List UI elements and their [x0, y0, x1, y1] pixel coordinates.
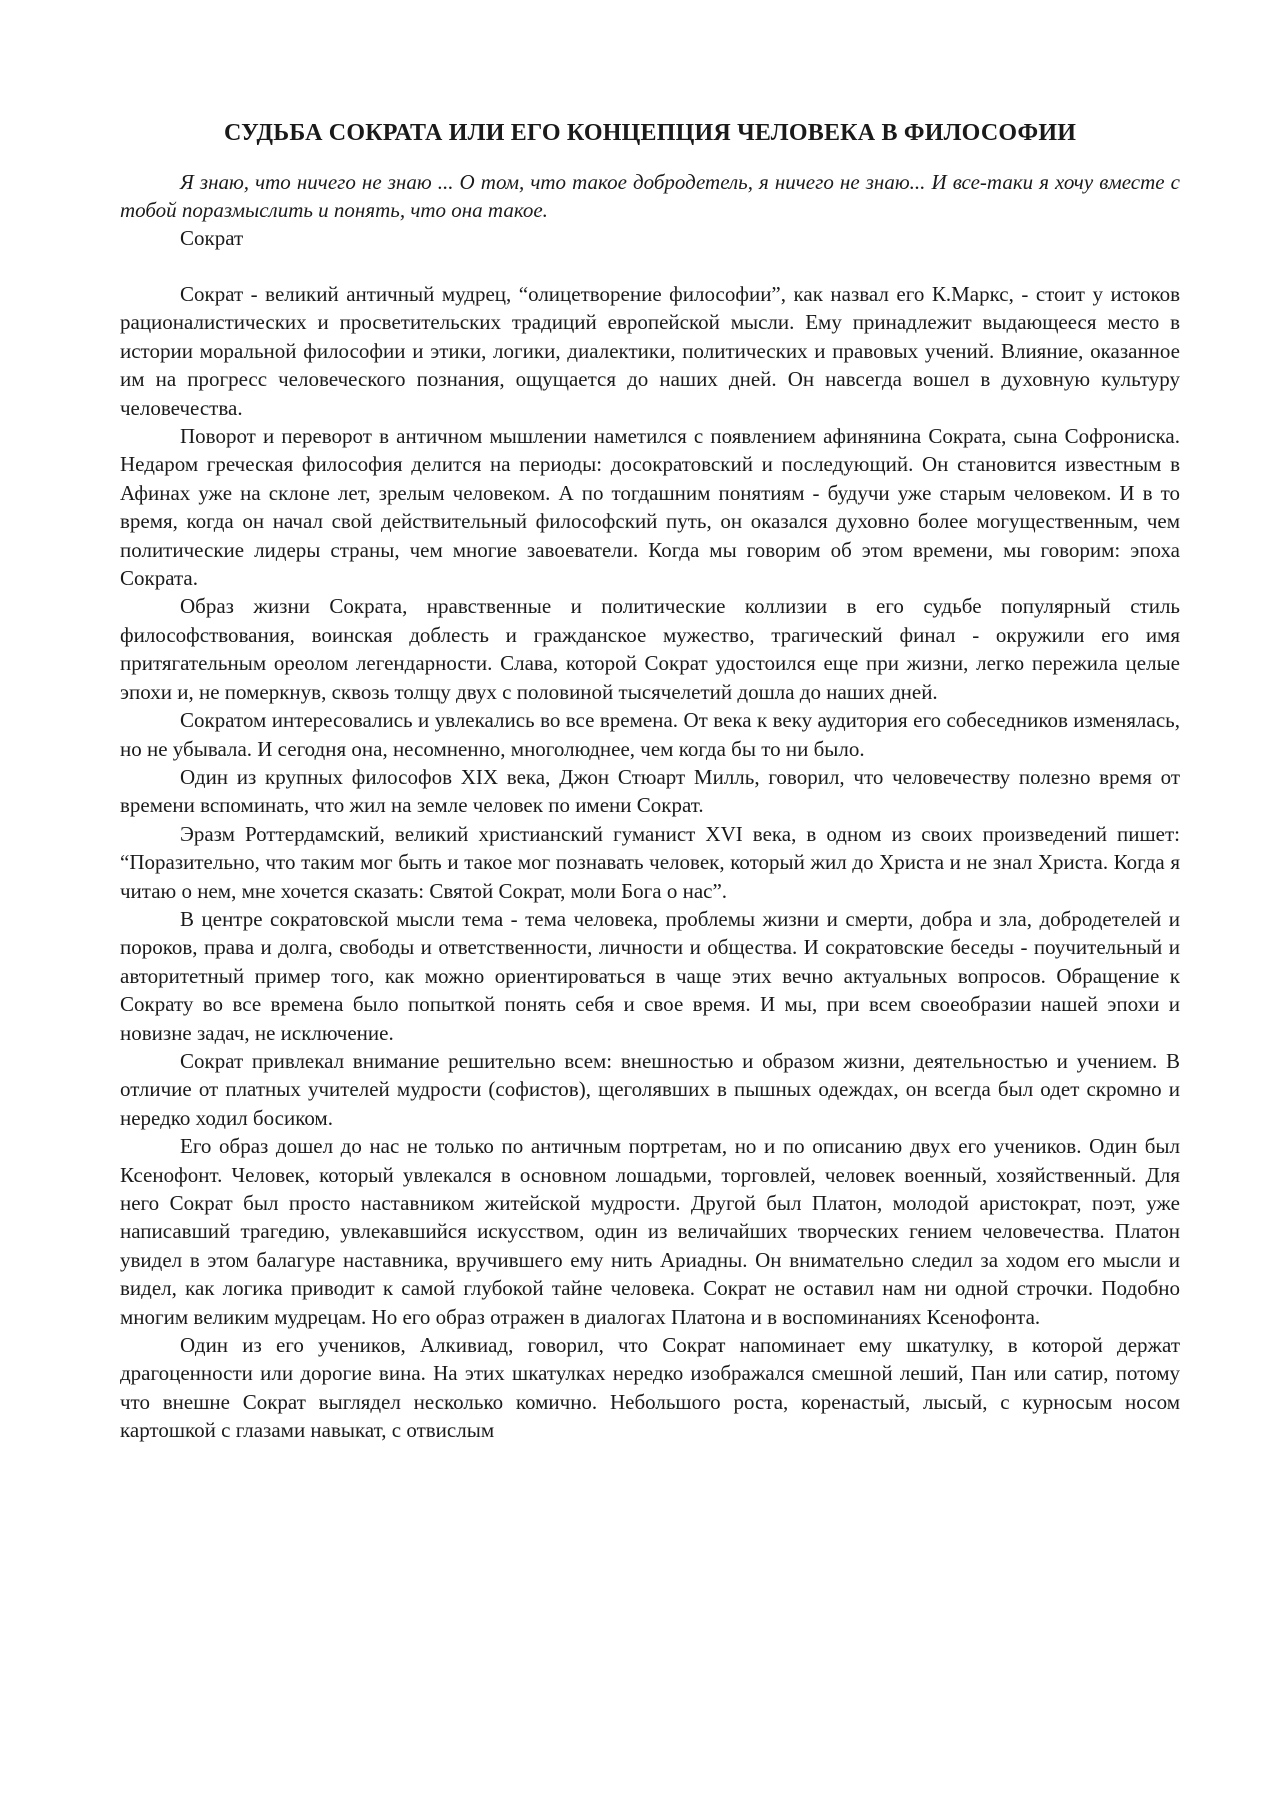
epigraph-quote: Я знаю, что ничего не знаю ... О том, что такое добродетель, я ничего не знаю... И все-таки я хочу вместе с тобой поразмыслить и понять, что она такое.	[120, 170, 1180, 222]
document-title: СУДЬБА СОКРАТА ИЛИ ЕГО КОНЦЕПЦИЯ ЧЕЛОВЕКА В ФИЛОСОФИИ	[223, 120, 1077, 146]
paragraph: Эразм Роттердамский, великий христианский гуманист XVI века, в одном из своих произведений пишет: “Поразительно, что таким мог быть и такое мог познавать человек, который жил до Христа и не знал Христа. Когда я читаю о нем, мне хочется сказать: Святой Сократ, моли Бога о нас”.	[120, 821, 1180, 903]
paragraph: Сократ привлекал внимание решительно всем: внешностью и образом жизни, деятельностью и учением. В отличие от платных учителей мудрости (софистов), щеголявших в пышных одеждах, он всегда был одет скромно и нередко ходил босиком.	[120, 1048, 1180, 1130]
paragraph: Сократом интересовались и увлекались во все времена. От века к веку аудитория его собеседников изменялась, но не убывала. И сегодня она, несомненно, многолюднее, чем когда бы то ни было.	[120, 708, 1180, 761]
epigraph	[120, 168, 1180, 252]
document-page	[120, 118, 1180, 1445]
epigraph-author: Сократ	[180, 226, 244, 250]
paragraph: Сократ - великий античный мудрец, “олицетворение философии”, как назвал его К.Маркс, - стоит у истоков рационалистических и просветительских традиций европейской мысли. Ему принадлежит выдающееся место в истории моральной философии и этики, логики, диалектики, политических и правовых учений. Влияние, оказанное им на прогресс человеческого познания, ощущается до наших дней. Он навсегда вошел в духовную культуру человечества.	[120, 282, 1180, 420]
document-body	[120, 280, 1180, 1445]
paragraph: Один из его учеников, Алкивиад, говорил, что Сократ напоминает ему шкатулку, в которой держат драгоценности или дорогие вина. На этих шкатулках нередко изображался смешной леший, Пан или сатир, потому что внешне Сократ выглядел несколько комично. Небольшого роста, коренастый, лысый, с курносым носом картошкой с глазами навыкат, с отвислым	[120, 1333, 1180, 1443]
paragraph: Его образ дошел до нас не только по античным портретам, но и по описанию двух его учеников. Один был Ксенофонт. Человек, который увлекался в основном лошадьми, торговлей, человек военный, хозяйственный. Для него Сократ был просто наставником житейской мудрости. Другой был Платон, молодой аристократ, поэт, уже написавший трагедию, увлекавшийся искусством, один из величайших творческих гением человечества. Платон увидел в этом балагуре наставника, вручившего ему нить Ариадны. Он внимательно следил за ходом его мысли и видел, как логика приводит к самой глубокой тайне человека. Сократ не оставил нам ни одной строчки. Подобно многим великим мудрецам. Но его образ отражен в диалогах Платона и в воспоминаниях Ксенофонта.	[120, 1134, 1180, 1329]
paragraph: Поворот и переворот в античном мышлении наметился с появлением афинянина Сократа, сына Софрониска. Недаром греческая философия делится на периоды: досократовский и последующий. Он становится известным в Афинах уже на склоне лет, зрелым человеком. А по тогдашним понятиям - будучи уже старым человеком. И в то время, когда он начал свой действительный философский путь, он оказался духовно более могущественным, чем политические лидеры страны, чем многие завоеватели. Когда мы говорим об этом времени, мы говорим: эпоха Сократа.	[120, 424, 1180, 591]
paragraph: В центре сократовской мысли тема - тема человека, проблемы жизни и смерти, добра и зла, добродетелей и пороков, права и долга, свободы и ответственности, личности и общества. И сократовские беседы - поучительный и авторитетный пример того, как можно ориентироваться в чаще этих вечно актуальных вопросов. Обращение к Сократу во все времена было попыткой понять себя и свое время. И мы, при всем своеобразии нашей эпохи и новизне задач, не исключение.	[120, 906, 1180, 1045]
paragraph: Образ жизни Сократа, нравственные и политические коллизии в его судьбе популярный стиль философствования, воинская доблесть и гражданское мужество, трагический финал - окружили его имя притягательным ореолом легендарности. Слава, которой Сократ удостоился еще при жизни, легко пережила целые эпохи и, не померкнув, сквозь толщу двух с половиной тысячелетий дошла до наших дней.	[120, 594, 1180, 704]
paragraph: Один из крупных философов XIX века, Джон Стюарт Милль, говорил, что человечеству полезно время от времени вспоминать, что жил на земле человек по имени Сократ.	[120, 764, 1180, 818]
